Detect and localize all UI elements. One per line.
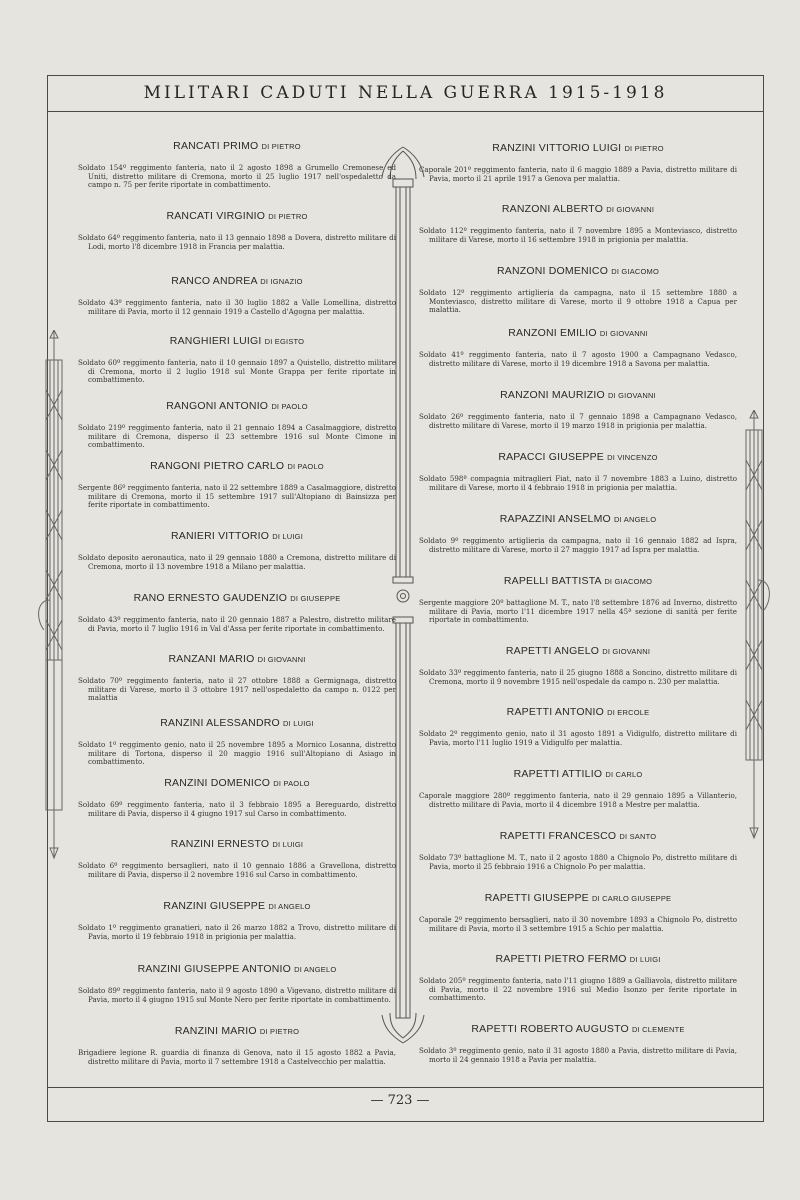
soldier-details: Caporale maggiore 280º reggimento fanteria, nato il 29 gennaio 1895 a Villanterio, distretto militare di Pavia, morto il 4 dicembre 1918 a Mestre per malattia. <box>419 791 737 809</box>
soldier-name: RANIERI VITTORIO DI LUIGI <box>170 530 303 542</box>
soldier-details: Soldato 1º reggimento granatieri, nato il 26 marzo 1882 a Trovo, distretto militare di Pavia, morto il 19 febbraio 1918 in prigionia per malattia. <box>78 923 396 941</box>
soldier-details: Soldato deposito aeronautica, nato il 29 gennaio 1880 a Cremona, distretto militare di Cremona, morto il 13 novembre 1918 a Milano per malattia. <box>78 553 396 571</box>
record-entry <box>78 653 396 703</box>
soldier-details: Brigadiere legione R. guardia di finanza di Genova, nato il 15 agosto 1882 a Pavia, distretto militare di Pavia, morto il 7 settembre 1918 a Castelvecchio per malattia. <box>78 1048 396 1066</box>
soldier-details: Soldato 9º reggimento artiglieria da campagna, nato il 16 gennaio 1882 ad Ispra, distretto militare di Varese, morto il 27 maggio 1917 ad Ispra per malattia. <box>419 536 737 554</box>
soldier-details: Sergente 86º reggimento fanteria, nato il 22 settembre 1889 a Casalmaggiore, distretto militare di Cremona, morto il 15 settembre 1917 sull'Altopiano di Bainsizza per ferite riportate in combattimento. <box>78 483 396 510</box>
soldier-name: RAPELLI BATTISTA DI GIACOMO <box>503 575 653 587</box>
soldier-name: RANZINI MARIO DI PIETRO <box>174 1025 300 1037</box>
record-entry <box>78 963 396 1004</box>
soldier-details: Soldato 3º reggimento genio, nato il 31 agosto 1880 a Pavia, distretto militare di Pavia, morto il 24 gennaio 1918 a Pavia per malattia. <box>419 1046 737 1064</box>
soldier-name: RAPACCI GIUSEPPE DI VINCENZO <box>498 451 658 463</box>
record-entry <box>78 335 396 385</box>
record-entry <box>78 400 396 450</box>
record-entry <box>78 140 396 190</box>
record-entry <box>419 645 737 686</box>
soldier-name: RANZINI VITTORIO LUIGI DI PIETRO <box>492 142 664 154</box>
record-entry <box>419 706 737 747</box>
soldier-name: RANZONI EMILIO DI GIOVANNI <box>508 327 648 339</box>
page-number: — 723 — <box>370 1093 430 1108</box>
soldier-name: RANGHIERI LUIGI DI EGISTO <box>169 335 305 347</box>
record-entry <box>419 513 737 554</box>
soldier-name: RANCO ANDREA DI IGNAZIO <box>171 275 303 287</box>
record-entry <box>78 777 396 818</box>
record-entry <box>78 717 396 767</box>
soldier-name: RAPETTI PIETRO FERMO DI LUIGI <box>495 953 661 965</box>
record-entry <box>78 592 396 633</box>
record-entry <box>419 768 737 809</box>
soldier-details: Caporale 2º reggimento bersaglieri, nato il 30 novembre 1893 a Chignolo Po, distretto militare di Pavia, morto il 3 settembre 1915 a Schio per malattia. <box>419 915 737 933</box>
record-entry <box>78 460 396 510</box>
soldier-details: Soldato 41º reggimento fanteria, nato il 7 agosto 1900 a Campagnano Vedasco, distretto militare di Varese, morto il 19 dicembre 1918 a Savona per malattia. <box>419 350 737 368</box>
soldier-name: RANCATI VIRGINIO DI PIETRO <box>166 210 308 222</box>
soldier-details: Soldato 12º reggimento artiglieria da campagna, nato il 15 settembre 1880 a Monteviasco, distretto militare di Varese, morto il 9 ottobre 1918 a Capua per malattia. <box>419 288 737 315</box>
soldier-details: Soldato 6º reggimento bersaglieri, nato il 10 gennaio 1886 a Gravellona, distretto militare di Pavia, disperso il 2 novembre 1916 sul Carso in combattimento. <box>78 861 396 879</box>
soldier-name: RANZINI DOMENICO DI PAOLO <box>164 777 310 789</box>
soldier-details: Soldato 64º reggimento fanteria, nato il 13 gennaio 1898 a Dovera, distretto militare di Lodi, morto l'8 dicembre 1918 in Francia per malattia. <box>78 233 396 251</box>
soldier-details: Soldato 70º reggimento fanteria, nato il 27 ottobre 1888 a Germignaga, distretto militare di Varese, morto il 3 ottobre 1917 nell'ospedaletto da campo n. 0122 per malattia <box>78 676 396 703</box>
soldier-details: Soldato 33º reggimento fanteria, nato il 25 giugno 1888 a Soncino, distretto militare di Cremona, morto il 9 novembre 1915 nell'ospedale da campo n. 230 per malattia. <box>419 668 737 686</box>
soldier-details: Soldato 2º reggimento genio, nato il 31 agosto 1891 a Vidigulfo, distretto militare di Pavia, morto l'11 luglio 1919 a Vidigulfo per malattia. <box>419 729 737 747</box>
page-title: MILITARI CADUTI NELLA GUERRA 1915-1918 <box>143 83 668 103</box>
record-entry <box>78 1025 396 1066</box>
record-entry <box>419 389 737 430</box>
record-entry <box>419 327 737 368</box>
soldier-details: Soldato 598ª compagnia mitraglieri Fiat, nato il 7 novembre 1883 a Luino, distretto militare di Varese, morto il 4 febbraio 1918 in prigionia per malattia. <box>419 474 737 492</box>
soldier-details: Caporale 201º reggimento fanteria, nato il 6 maggio 1889 a Pavia, distretto militare di Pavia, morto il 21 aprile 1917 a Genova per malattia. <box>419 165 737 183</box>
soldier-name: RANZONI ALBERTO DI GIOVANNI <box>501 203 655 215</box>
soldier-name: RANGONI ANTONIO DI PAOLO <box>166 400 308 412</box>
soldier-name: RANZINI ALESSANDRO DI LUIGI <box>160 717 314 729</box>
record-entry <box>78 530 396 571</box>
soldier-name: RAPAZZINI ANSELMO DI ANGELO <box>499 513 657 525</box>
record-entry <box>78 838 396 879</box>
soldier-name: RANCATI PRIMO DI PIETRO <box>173 140 301 152</box>
soldier-name: RAPETTI ROBERTO AUGUSTO DI CLEMENTE <box>471 1023 685 1035</box>
right-fasces-ornament <box>736 410 772 840</box>
soldier-name: RAPETTI FRANCESCO DI SANTO <box>499 830 657 842</box>
soldier-name: RAPETTI ANTONIO DI ERCOLE <box>506 706 650 718</box>
footer-divider <box>47 1087 764 1088</box>
soldier-details: Soldato 73º battaglione M. T., nato il 2 agosto 1880 a Chignolo Po, distretto militare di Pavia, morto il 25 febbraio 1916 a Chignolo Po per malattia. <box>419 853 737 871</box>
record-entry <box>419 953 737 1003</box>
record-entry <box>419 1023 737 1064</box>
soldier-name: RANZANI MARIO DI GIOVANNI <box>168 653 306 665</box>
soldier-details: Soldato 154º reggimento fanteria, nato il 2 agosto 1898 a Grumello Cremonese ed Uniti, distretto militare di Cremona, morto il 25 luglio 1917 nell'ospedaletto da campo n. 75 per ferite riportate in combattimento. <box>78 163 396 190</box>
record-entry <box>419 203 737 244</box>
soldier-name: RANGONI PIETRO CARLO DI PAOLO <box>150 460 324 472</box>
soldier-name: RAPETTI GIUSEPPE DI CARLO GIUSEPPE <box>484 892 672 904</box>
soldier-name: RANO ERNESTO GAUDENZIO DI GIUSEPPE <box>133 592 341 604</box>
soldier-details: Sergente maggiore 20º battaglione M. T., nato l'8 settembre 1876 ad Inverno, distretto militare di Pavia, morto l'11 dicembre 1917 nella 45ª sezione di sanità per ferite riportate in combattimento. <box>419 598 737 625</box>
soldier-name: RANZINI ERNESTO DI LUIGI <box>170 838 304 850</box>
soldier-name: RANZONI MAURIZIO DI GIOVANNI <box>500 389 656 401</box>
soldier-details: Soldato 69º reggimento fanteria, nato il 3 febbraio 1895 a Bereguardo, distretto militare di Pavia, disperso il 4 giugno 1917 sul Carso in combattimento. <box>78 800 396 818</box>
record-entry <box>419 265 737 315</box>
title-band <box>47 75 764 112</box>
soldier-name: RANZINI GIUSEPPE ANTONIO DI ANGELO <box>137 963 337 975</box>
soldier-name: RANZONI DOMENICO DI GIACOMO <box>496 265 660 277</box>
record-entry <box>419 142 737 183</box>
soldier-details: Soldato 205º reggimento fanteria, nato l'11 giugno 1889 a Galliavola, distretto militare di Pavia, morto il 22 novembre 1916 sul Medio Isonzo per ferite riportate in combattimento. <box>419 976 737 1003</box>
soldier-details: Soldato 43º reggimento fanteria, nato il 20 gennaio 1887 a Palestro, distretto militare di Pavia, morto il 7 luglio 1916 in Val d'Assa per ferite riportate in combattimento. <box>78 615 396 633</box>
left-fasces-ornament <box>36 330 72 860</box>
soldier-name: RAPETTI ATTILIO DI CARLO <box>513 768 643 780</box>
record-entry <box>78 210 396 251</box>
soldier-details: Soldato 26º reggimento fanteria, nato il 7 gennaio 1898 a Campagnano Vedasco, distretto militare di Varese, morto il 19 marzo 1918 in prigionia per malattia. <box>419 412 737 430</box>
soldier-name: RAPETTI ANGELO DI GIOVANNI <box>505 645 651 657</box>
soldier-details: Soldato 43º reggimento fanteria, nato il 30 luglio 1882 a Valle Lomellina, distretto militare di Pavia, morto il 12 gennaio 1919 a Castello d'Agogna per malattia. <box>78 298 396 316</box>
record-entry <box>419 892 737 933</box>
soldier-details: Soldato 89º reggimento fanteria, nato il 9 agosto 1890 a Vigevano, distretto militare di Pavia, morto il 4 giugno 1915 sul Monte Nero per ferite riportate in combattimento. <box>78 986 396 1004</box>
record-entry <box>78 900 396 941</box>
soldier-details: Soldato 60º reggimento fanteria, nato il 10 gennaio 1897 a Quistello, distretto militare di Cremona, morto il 2 luglio 1918 sul Monte Grappa per ferite riportate in combattimento. <box>78 358 396 385</box>
soldier-details: Soldato 1º reggimento genio, nato il 25 novembre 1895 a Mornico Losanna, distretto militare di Tortona, disperso il 20 maggio 1916 sull'Altopiano di Asiago in combattimento. <box>78 740 396 767</box>
soldier-details: Soldato 219º reggimento fanteria, nato il 21 gennaio 1894 a Casalmaggiore, distretto militare di Cremona, disperso il 23 settembre 1916 sul Monte Cimone in combattimento. <box>78 423 396 450</box>
record-entry <box>419 451 737 492</box>
soldier-details: Soldato 112º reggimento fanteria, nato il 7 novembre 1895 a Monteviasco, distretto militare di Varese, morto il 16 settembre 1918 in prigionia per malattia. <box>419 226 737 244</box>
record-entry <box>419 575 737 625</box>
record-entry <box>419 830 737 871</box>
soldier-name: RANZINI GIUSEPPE DI ANGELO <box>163 900 311 912</box>
record-entry <box>78 275 396 316</box>
